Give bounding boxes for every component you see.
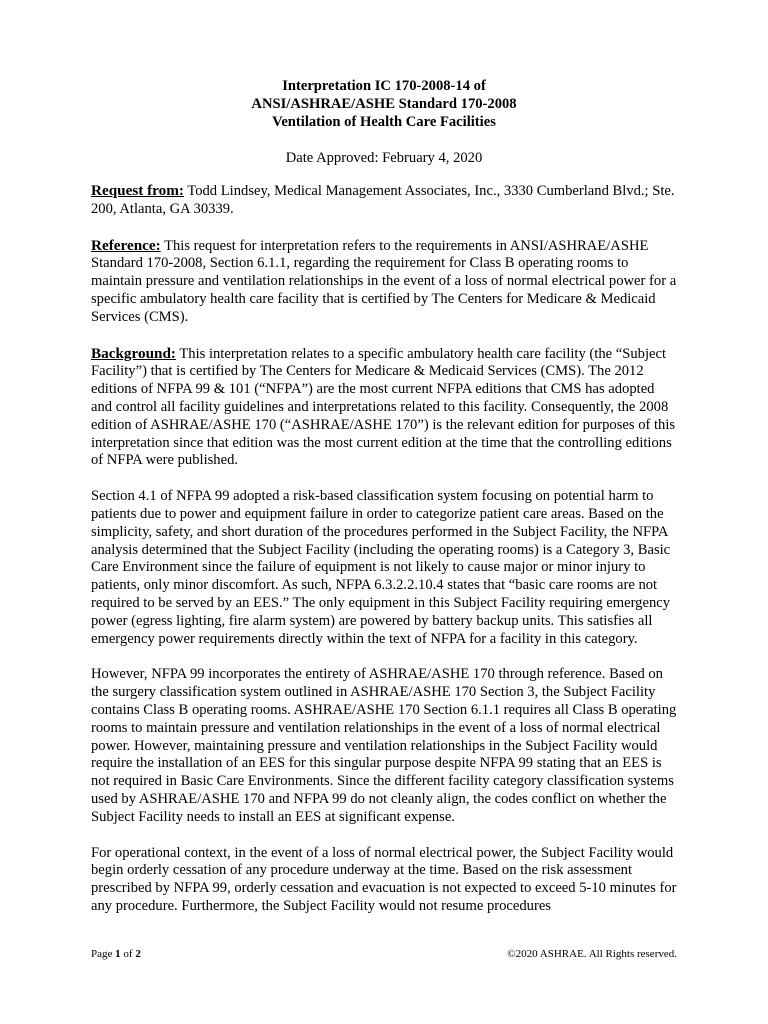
request-text: Todd Lindsey, Medical Management Associates, Inc., 3330 Cumberland Blvd.; Ste. 200, Atlanta, GA 30339. [91, 183, 675, 217]
page-prefix: Page [91, 948, 116, 960]
body-paragraph: However, NFPA 99 incorporates the entirety of ASHRAE/ASHE 170 through reference. Based on the surgery classification system outlined in ASHRAE/ASHE 170 Section 3, the Subject Facility contains Class B operating rooms. ASHRAE/ASHE 170 Section 6.1.1 requires all Class B operating rooms to maintain pressure and ventilation relationships in the event of a loss of normal electrical power. However, maintaining pressure and ventilation relationships in the Subject Facility would require the installation of an EES for this singular purpose despite NFPA 99 stating that an EES is not required in Basic Care Environments. Since the different facility category classification systems used by ASHRAE/ASHE 170 and NFPA 99 do not cleanly align, the codes conflict on whether the Subject Facility needs to install an EES at significant expense. [91, 666, 677, 825]
body-paragraph: Section 4.1 of NFPA 99 adopted a risk-based classification system focusing on potential harm to patients due to power and equipment failure in order to categorize patient care areas. Based on the simplicity, safety, and short duration of the procedures performed in the Subject Facility, the NFPA analysis determined that the Subject Facility (including the operating rooms) is a Category 3, Basic Care Environment since the failure of equipment is not likely to cause major or minor injury to patients, only minor discomfort. As such, NFPA 6.3.2.2.10.4 states that “basic care rooms are not required to be served by an EES.” The only equipment in this Subject Facility requiring emergency power (egress lighting, fire alarm system) are powered by battery backup units. This satisfies all emergency power requirements directly within the text of NFPA for a facility in this category. [91, 488, 671, 647]
background-paragraph [91, 345, 677, 471]
document-title [0, 77, 768, 131]
page-of: of [120, 948, 136, 960]
title-line-3: Ventilation of Health Care Facilities [272, 114, 496, 130]
request-label: Request from: [91, 182, 184, 199]
reference-label: Reference: [91, 236, 161, 254]
page-number: 1 [115, 948, 121, 960]
title-line-2: ANSI/ASHRAE/ASHE Standard 170-2008 [251, 96, 517, 112]
page-indicator [91, 947, 141, 961]
body-paragraph: For operational context, in the event of a loss of normal electrical power, the Subject Facility would begin orderly cessation of any procedure underway at the time. Based on the risk assessment prescribed by NFPA 99, orderly cessation and evacuation is not expected to exceed 5-10 minutes for any procedure. Furthermore, the Subject Facility would not resume procedures [91, 844, 677, 914]
background-label: Background: [91, 344, 176, 362]
date-approved: Date Approved: February 4, 2020 [285, 150, 483, 166]
title-line-1: Interpretation IC 170-2008-14 of [282, 78, 486, 94]
background-text: This interpretation relates to a specific ambulatory health care facility (the “Subject Facility”) that is certified by The Centers for Medicare & Medicaid Services (CMS). The 2012 editions of NFPA 99 & 101 (“NFPA”) are the most current NFPA editions that CMS has adopted and control all facility guidelines and interpretations related to this facility. Consequently, the 2008 edition of ASHRAE/ASHE 170 (“ASHRAE/ASHE 170”) is the relevant edition for purposes of this interpretation since that edition was the most current edition at the time that the controlling editions of NFPA were published. [91, 345, 676, 469]
reference-paragraph [91, 237, 677, 327]
copyright-notice: ©2020 ASHRAE. All Rights reserved. [507, 948, 677, 960]
page-total: 2 [135, 948, 141, 960]
request-paragraph [91, 182, 677, 219]
document-body [91, 182, 677, 934]
reference-text: This request for interpretation refers to the requirements in ANSI/ASHRAE/ASHE Standard 170-2008, Section 6.1.1, regarding the requirement for Class B operating rooms to maintain pressure and ventilation relationships in the event of a loss of normal electrical power for a specific ambulatory health care facility that is certified by The Centers for Medicare & Medicaid Services (CMS). [91, 237, 677, 325]
